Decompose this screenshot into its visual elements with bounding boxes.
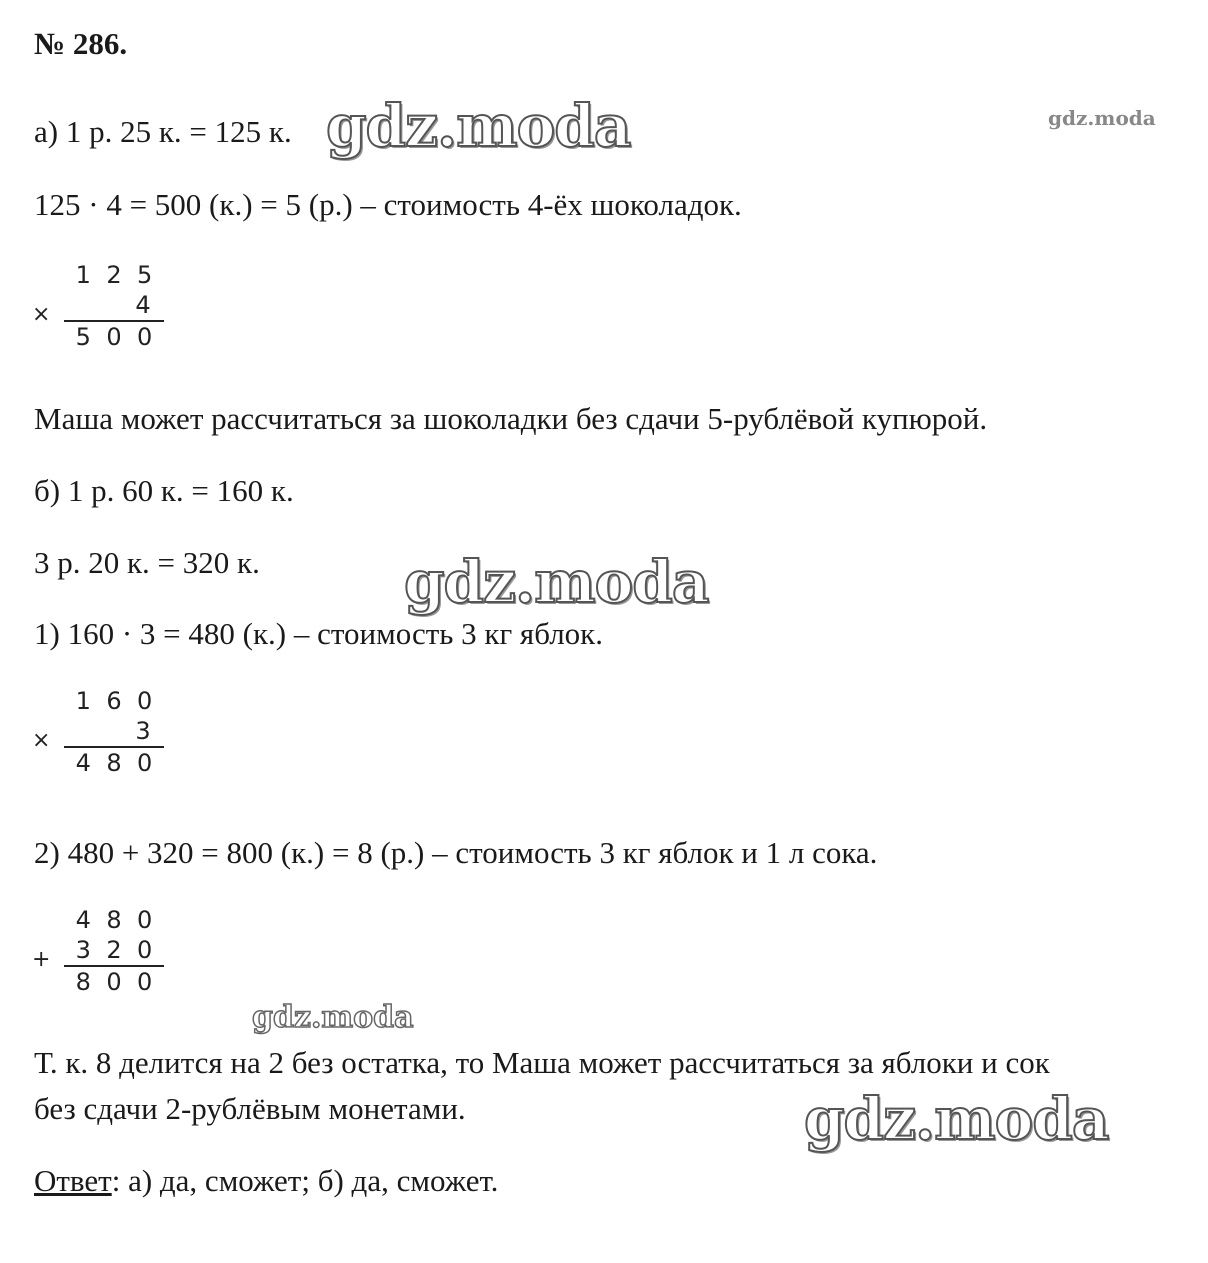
line-a3: Маша может рассчитаться за шоколадки без сдачи 5-рублёвой купюрой. bbox=[34, 401, 988, 436]
calc-row-result: 4 8 0 bbox=[75, 749, 153, 777]
line-b6: без сдачи 2-рублёвым монетами. bbox=[34, 1091, 466, 1126]
calc-row-top: 4 8 0 bbox=[75, 906, 153, 934]
column-calc-2 bbox=[32, 686, 164, 778]
line-b2: 3 р. 20 к. = 320 к. bbox=[34, 545, 260, 580]
answer-text: : а) да, сможет; б) да, сможет. bbox=[111, 1163, 499, 1198]
page-title: № 286. bbox=[34, 26, 128, 61]
watermark-logo-small: gdz.moda bbox=[1048, 106, 1156, 130]
watermark-logo: gdz.moda bbox=[326, 92, 631, 160]
calc-row-top: 1 6 0 bbox=[75, 687, 153, 715]
watermark-logo-mid: gdz.moda bbox=[252, 1000, 414, 1035]
column-calc-3 bbox=[32, 905, 164, 997]
calc-row-mid: 3 bbox=[135, 717, 151, 745]
answer-label: Ответ bbox=[34, 1163, 112, 1198]
line-a2: 125 · 4 = 500 (к.) = 5 (р.) – стоимость 4-ёх шоколадок. bbox=[34, 187, 742, 222]
calc-operator: + bbox=[32, 947, 51, 972]
line-b3: 1) 160 · 3 = 480 (к.) – стоимость 3 кг яблок. bbox=[34, 616, 603, 651]
line-b1: б) 1 р. 60 к. = 160 к. bbox=[34, 473, 294, 508]
line-b4: 2) 480 + 320 = 800 (к.) = 8 (р.) – стоимость 3 кг яблок и 1 л сока. bbox=[34, 835, 878, 870]
column-calc-1 bbox=[32, 260, 164, 352]
calc-operator: × bbox=[32, 302, 51, 327]
calc-row-result: 5 0 0 bbox=[75, 323, 153, 351]
answer-line bbox=[34, 1163, 498, 1199]
calc-operator: × bbox=[32, 728, 51, 753]
calc-row-mid: 3 2 0 bbox=[75, 936, 153, 964]
line-a1: а) 1 р. 25 к. = 125 к. bbox=[34, 114, 292, 149]
calc-row-top: 1 2 5 bbox=[75, 261, 153, 289]
calc-row-mid: 4 bbox=[135, 291, 151, 319]
watermark-logo: gdz.moda bbox=[804, 1085, 1109, 1153]
calc-row-result: 8 0 0 bbox=[75, 968, 153, 996]
watermark-logo: gdz.moda bbox=[404, 548, 709, 616]
line-b5: Т. к. 8 делится на 2 без остатка, то Маша может рассчитаться за яблоки и сок bbox=[34, 1045, 1050, 1080]
